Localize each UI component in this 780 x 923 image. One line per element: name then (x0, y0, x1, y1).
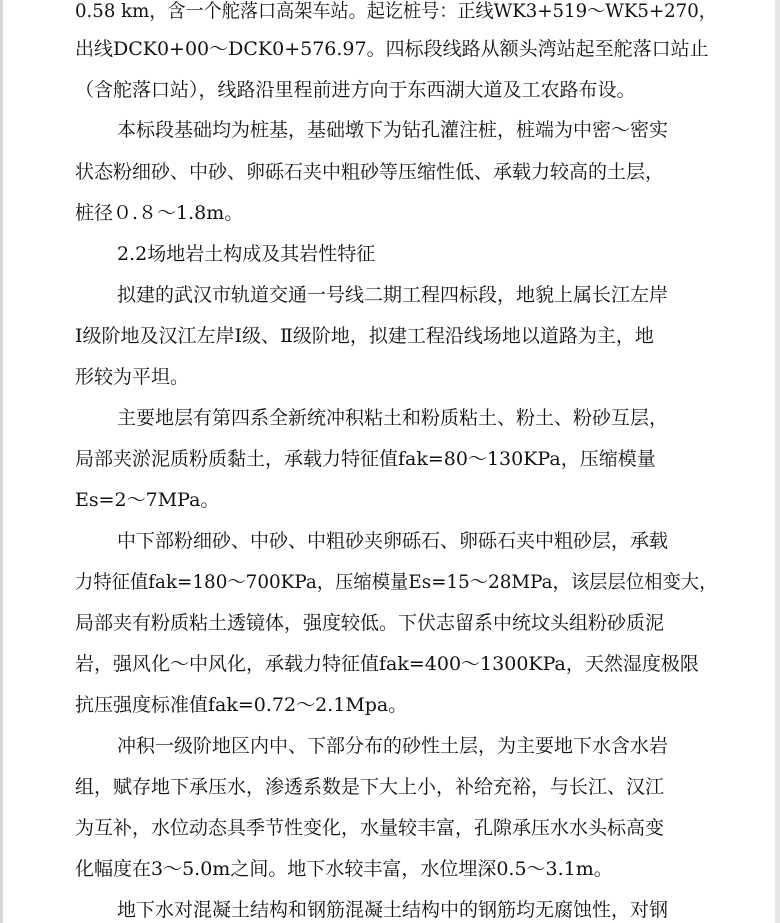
paragraph-first-line: 冲积一级阶地区内中、下部分布的砂性土层，为主要地下水含水岩 (117, 735, 669, 757)
paragraph-first-line: 拟建的武汉市轨道交通一号线二期工程四标段，地貌上属长江左岸 (117, 284, 669, 306)
text-line: 组，赋存地下承压水，渗透系数是下大上小，补给充裕，与长江、汉江 (75, 776, 665, 798)
text-line: 抗压强度标准值fak=0.72～2.1Mpa。 (75, 694, 408, 716)
text-line: 局部夹有粉质粘土透镜体，强度较低。下伏志留系中统坟头组粉砂质泥 (75, 612, 665, 634)
text-line: 为互补，水位动态具季节性变化，水量较丰富，孔隙承压水水头标高变 (75, 817, 665, 839)
text-line: 形较为平坦。 (75, 366, 190, 388)
text-line: 岩，强风化～中风化，承载力特征值fak=400～1300KPa，天然湿度极限 (75, 653, 699, 675)
text-line: I级阶地及汉江左岸I级、Ⅱ级阶地，拟建工程沿线场地以道路为主，地 (75, 325, 654, 347)
text-line: 力特征值fak=180～700KPa，压缩模量Es=15～28MPa，该层层位相变大， (75, 571, 718, 593)
text-line: 桩径０.８～1.8m。 (75, 202, 244, 224)
paragraph-first-line: 中下部粉细砂、中砂、中粗砂夹卵砾石、卵砾石夹中粗砂层，承载 (117, 530, 669, 552)
text-line: 出线DCK0+00～DCK0+576.97。四标段线路从额头湾站起至舵落口站止 (75, 38, 709, 60)
text-line: 0.58 km，含一个舵落口高架车站。起讫桩号：正线WK3+519～WK5+270， (75, 0, 717, 22)
paragraph-first-line: 地下水对混凝土结构和钢筋混凝土结构中的钢筋均无腐蚀性，对钢 (117, 899, 669, 921)
section-heading: 2.2场地岩土构成及其岩性特征 (117, 243, 376, 265)
text-line: 状态粉细砂、中砂、卵砾石夹中粗砂等压缩性低、承载力较高的土层， (75, 161, 665, 183)
text-line: （含舵落口站），线路沿里程前进方向于东西湖大道及工农路布设。 (75, 79, 636, 101)
text-line: Es=2～7MPa。 (75, 489, 220, 511)
text-line: 局部夹淤泥质粉质黏土，承载力特征值fak=80～130KPa，压缩模量 (75, 448, 656, 470)
text-line: 化幅度在3～5.0m之间。地下水较丰富，水位埋深0.5～3.1m。 (75, 858, 613, 880)
paragraph-first-line: 本标段基础均为桩基，基础墩下为钻孔灌注桩，桩端为中密～密实 (117, 119, 669, 141)
paragraph-first-line: 主要地层有第四系全新统冲积粘土和粉质粘土、粉土、粉砂互层， (117, 407, 669, 429)
